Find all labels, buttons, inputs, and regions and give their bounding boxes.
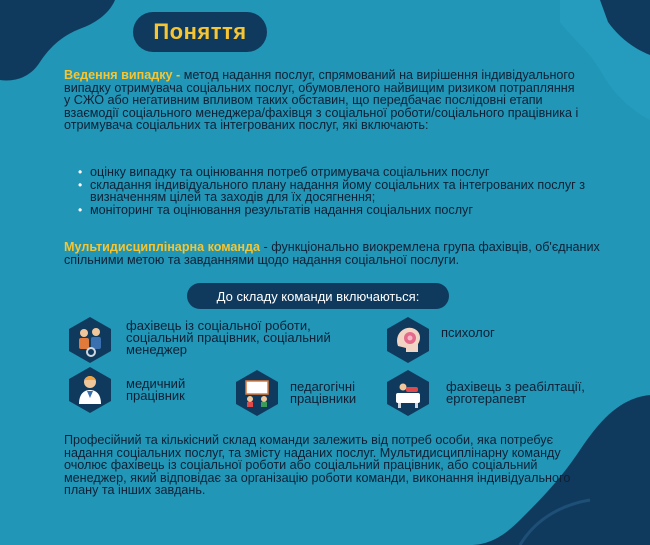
member-label: фахівець із соціальної роботи, соціальний працівник, соціальний менеджер [126,318,331,357]
member-label: психолог [441,325,495,340]
member-label: фахівець з реабілтації, ерготерапевт [446,379,585,406]
teacher-icon [233,369,281,417]
case-management-paragraph [64,69,584,132]
team-term: Мультидисциплінарна команда [64,240,261,254]
team-definition: - функціонально виокремлена група фахівців, об'єднаних спільними метою та завданнями щодо надання соціальної послуги. [64,240,600,267]
team-heading-pill [187,283,449,309]
psychologist-icon [384,316,432,364]
case-management-definition: метод надання послуг, спрямований на вирішення індивідуального випадку отримувача соціальних послуг, обумовленого найвищим ризиком потрапляння у СЖО або негативним впливом таких обставин, що передбачає послідовні етапи взаємодії соціального менеджера/фахівця з соціальної роботи/соціального працівника і отримувача соціальних та інтегрованих послуг, які включають: [64,68,579,133]
social-worker-icon [66,316,114,364]
team-paragraph [64,241,634,266]
rehabilitation-icon [384,369,432,417]
title-pill [133,12,267,52]
case-management-term: Ведення випадку - [64,68,181,82]
doctor-icon [66,366,114,414]
step-item: • моніторинг та оцінювання результатів надання соціальних послуг [78,204,598,217]
page-title: Поняття [153,19,247,44]
step-item: • оцінку випадку та оцінювання потреб отримувача соціальних послуг [78,166,598,179]
conclusion-paragraph: Професійний та кількісний склад команди залежить від потреб особи, яка потребує надання соціальних послуг, та змісту наданих послуг. Мультидисциплінарну команду очолює фахівець із соціальної роботи або соціальний працівник, або соціальний менеджер, який відповідає за організацію роботи команди, виконання індивідуального плану та інших завдань. [64,433,571,498]
team-heading: До складу команди включаються: [216,288,420,304]
step-item: • складання індивідуального плану надання йому соціальних та інтегрованих послуг з визначенням цілей та заходів для їх досягнення; [78,179,598,204]
member-label: медичний працівник [126,376,186,403]
member-label: педагогічні працівники [290,379,357,406]
case-management-steps [78,166,598,216]
